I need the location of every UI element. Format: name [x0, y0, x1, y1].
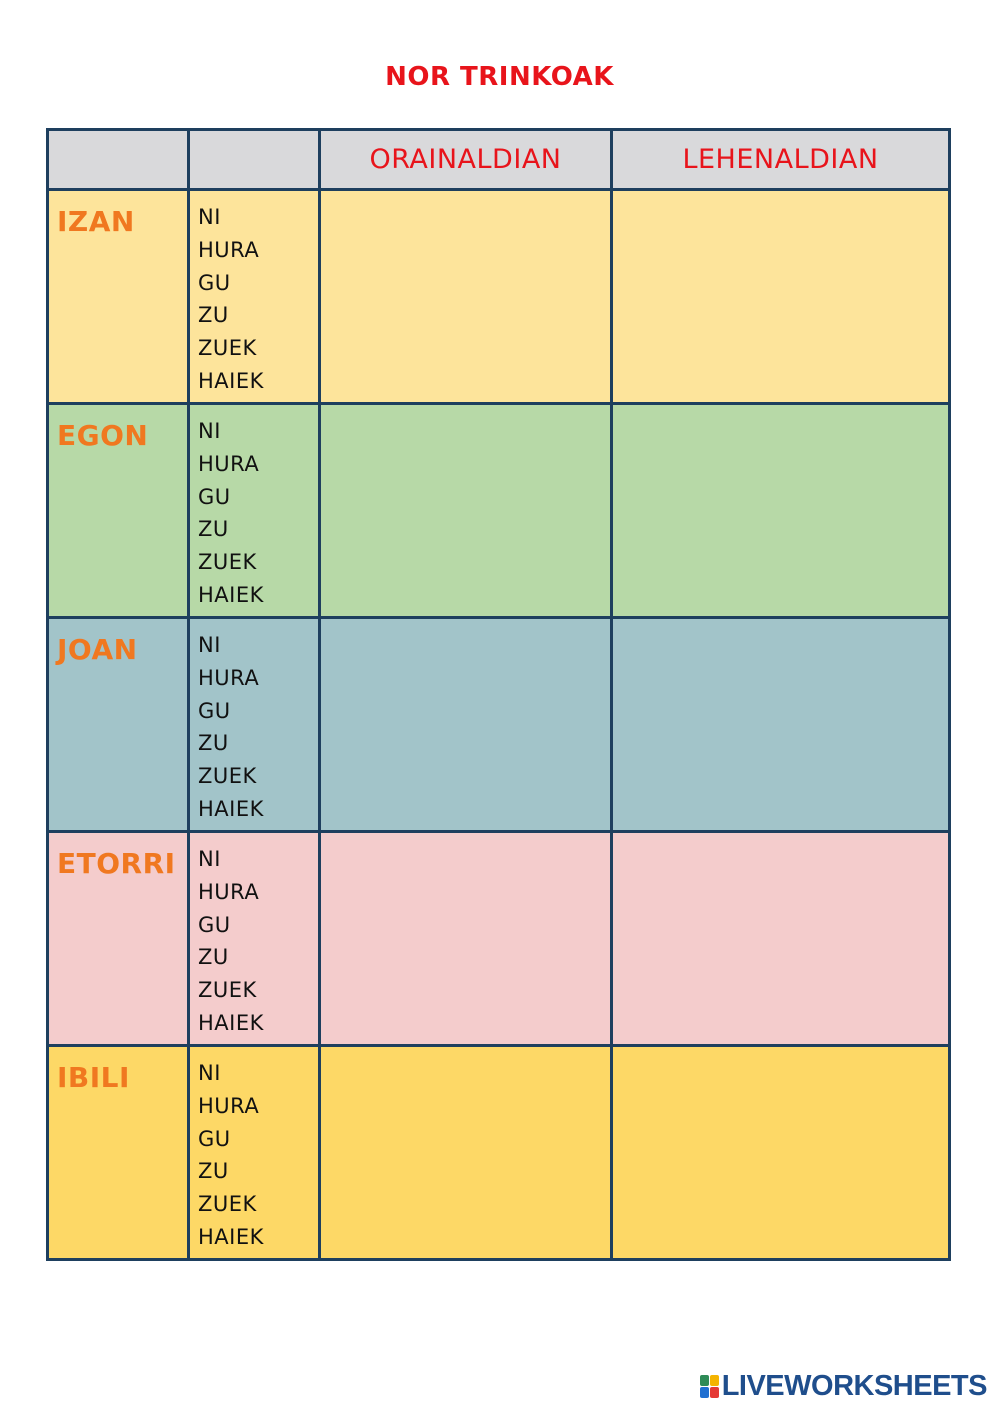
past-answer-cell[interactable] — [612, 190, 950, 404]
present-answer-cell[interactable] — [320, 1046, 612, 1260]
pronoun-item: HURA — [198, 1093, 260, 1118]
verb-label: ETORRI — [57, 847, 176, 880]
pronoun-item: GU — [198, 698, 231, 723]
pronoun-cell — [189, 832, 320, 1046]
past-answer-cell[interactable] — [612, 618, 950, 832]
pronoun-cell — [189, 618, 320, 832]
pronoun-item: HAIEK — [198, 368, 264, 393]
past-answer-cell[interactable] — [612, 404, 950, 618]
past-answer-cell[interactable] — [612, 1046, 950, 1260]
pronoun-item: GU — [198, 1126, 231, 1151]
verb-cell — [48, 618, 189, 832]
pronoun-item: HURA — [198, 451, 260, 476]
pronoun-cell — [189, 1046, 320, 1260]
pronoun-item: NI — [198, 419, 221, 443]
pronoun-list — [190, 619, 318, 826]
header-past: LEHENALDIAN — [612, 130, 950, 190]
verb-cell — [48, 404, 189, 618]
pronoun-cell — [189, 190, 320, 404]
table-row — [48, 190, 950, 404]
present-answer-cell[interactable] — [320, 404, 612, 618]
table-row — [48, 1046, 950, 1260]
pronoun-item: ZU — [198, 1159, 229, 1184]
pronoun-list — [190, 191, 318, 398]
pronoun-item: ZUEK — [198, 764, 257, 789]
pronoun-item: GU — [198, 270, 231, 295]
pronoun-item: GU — [198, 912, 231, 937]
pronoun-item: ZU — [198, 517, 229, 542]
present-answer-cell[interactable] — [320, 618, 612, 832]
liveworksheets-logo-icon — [700, 1375, 720, 1399]
pronoun-item: NI — [198, 633, 221, 657]
pronoun-item: HAIEK — [198, 1224, 264, 1249]
pronoun-item: ZUEK — [198, 978, 257, 1003]
pronoun-item: GU — [198, 484, 231, 509]
pronoun-item: ZUEK — [198, 336, 257, 361]
pronoun-item: NI — [198, 205, 221, 229]
present-answer-cell[interactable] — [320, 832, 612, 1046]
pronoun-item: HAIEK — [198, 582, 264, 607]
header-verb — [48, 130, 189, 190]
verb-cell — [48, 1046, 189, 1260]
pronoun-list — [190, 833, 318, 1040]
pronoun-item: NI — [198, 1061, 221, 1085]
table-row — [48, 832, 950, 1046]
pronoun-list — [190, 405, 318, 612]
verb-label: IZAN — [57, 205, 135, 238]
pronoun-list — [190, 1047, 318, 1254]
verb-label: IBILI — [57, 1061, 130, 1094]
verb-cell — [48, 190, 189, 404]
pronoun-item: NI — [198, 847, 221, 871]
pronoun-item: ZU — [198, 303, 229, 328]
pronoun-item: ZUEK — [198, 1192, 257, 1217]
table-row — [48, 404, 950, 618]
present-answer-cell[interactable] — [320, 190, 612, 404]
verb-cell — [48, 832, 189, 1046]
pronoun-item: HURA — [198, 665, 260, 690]
table-header-row — [48, 130, 950, 190]
pronoun-item: ZU — [198, 731, 229, 756]
header-pronoun — [189, 130, 320, 190]
page-title: NOR TRINKOAK — [385, 62, 614, 92]
pronoun-item: ZUEK — [198, 550, 257, 575]
pronoun-cell — [189, 404, 320, 618]
pronoun-item: HAIEK — [198, 1010, 264, 1035]
pronoun-item: HURA — [198, 879, 260, 904]
pronoun-item: ZU — [198, 945, 229, 970]
conjugation-table — [46, 128, 951, 1261]
past-answer-cell[interactable] — [612, 832, 950, 1046]
pronoun-item: HURA — [198, 237, 260, 262]
pronoun-item: HAIEK — [198, 796, 264, 821]
header-present: ORAINALDIAN — [320, 130, 612, 190]
table-row — [48, 618, 950, 832]
liveworksheets-logo — [700, 1370, 987, 1403]
verb-label: EGON — [57, 419, 149, 452]
logo-text: LIVEWORKSHEETS — [721, 1370, 987, 1402]
verb-label: JOAN — [57, 633, 138, 666]
